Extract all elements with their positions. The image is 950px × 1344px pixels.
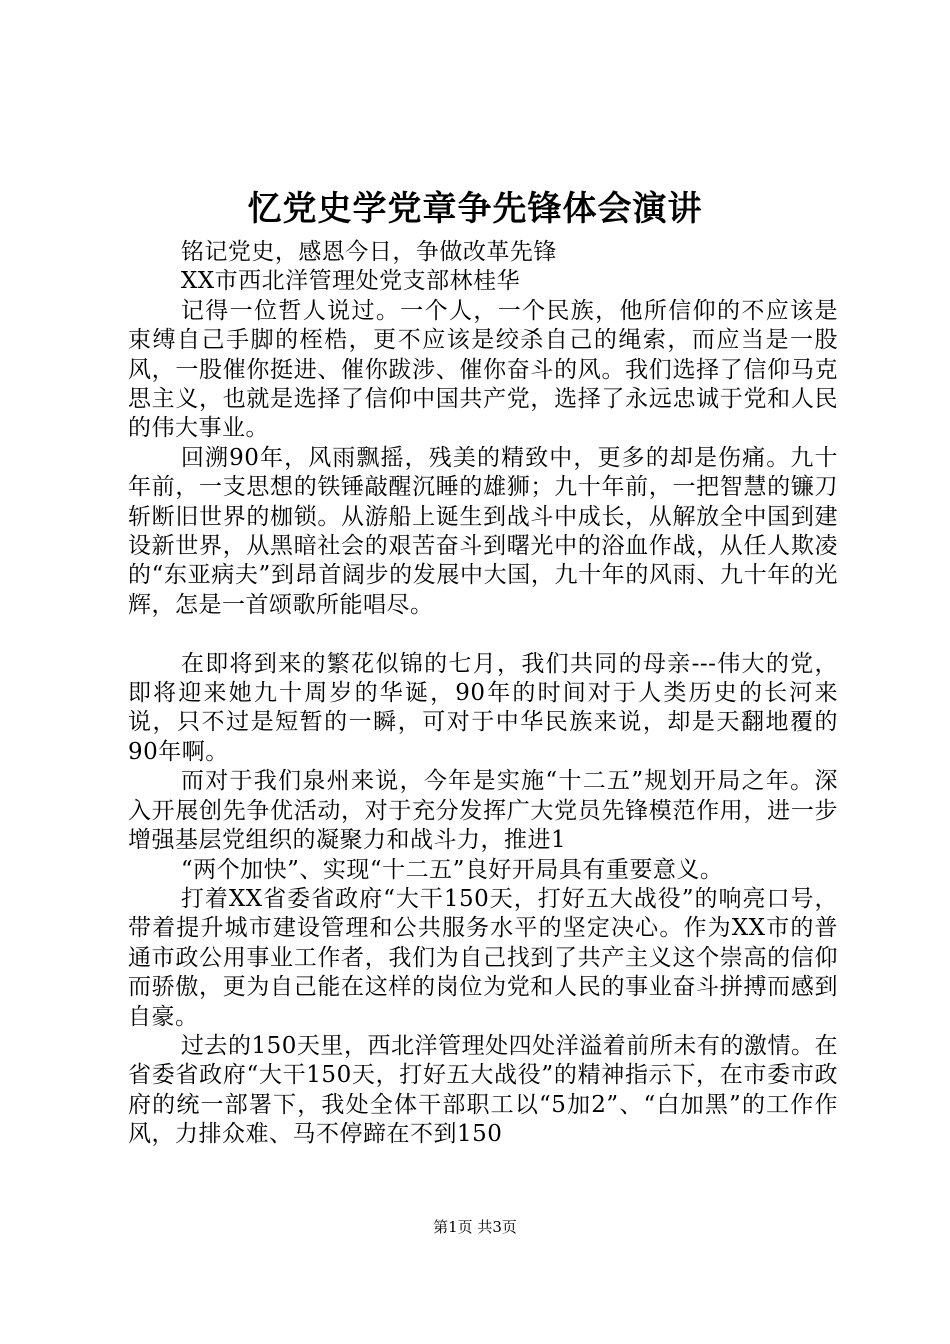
author-line: XX市西北洋管理处党支部林桂华 <box>180 268 521 295</box>
body-paragraph: 回溯90年，风雨飘摇，残美的精致中，更多的却是伤痛。九十年前，一支思想的铁锤敲醒沉睡的雄狮；九十年前，一把智慧的镰刀斩断旧世界的枷锁。从游船上诞生到战斗中成长，从解放全中国到建设新世界，从黑暗社会的艰苦奋斗到曙光中的浴血作战，从任人欺凌的“东亚病夫”到昂首阔步的发展中大国，九十年的风雨、九十年的光辉，怎是一首颂歌所能唱尽。 <box>128 444 838 618</box>
blank-line <box>128 620 838 649</box>
body-paragraph: 打着XX省委省政府“大干150天，打好五大战役”的响亮口号，带着提升城市建设管理和公共服务水平的坚定决心。作为XX市的普通市政公用事业工作者，我们为自己找到了共产主义这个崇高的信仰而骄傲，更为自己能在这样的岗位为党和人民的事业奋斗拼搏而感到自豪。 <box>128 885 838 1030</box>
subtitle-paragraph: 铭记党史，感恩今日，争做改革先锋 <box>180 239 557 265</box>
document-body <box>128 238 838 1150</box>
body-paragraph: 在即将到来的繁花似锦的七月，我们共同的母亲---伟大的党，即将迎来她九十周岁的华诞，90年的时间对于人类历史的长河来说，只不过是短暂的一瞬，可对于中华民族来说，却是天翻地覆的90年啊。 <box>128 650 838 765</box>
body-paragraph: 记得一位哲人说过。一个人，一个民族，他所信仰的不应该是束缚自己手脚的桎梏，更不应该是绞杀自己的绳索，而应当是一股风，一股催你挺进、催你跋涉、催你奋斗的风。我们选择了信仰马克思主义，也就是选择了信仰中国共产党，选择了永远忠诚于党和人民的伟大事业。 <box>128 297 838 442</box>
page-footer: 第1页 共3页 <box>433 1218 517 1236</box>
body-paragraph: “两个加快”、实现“十二五”良好开局具有重要意义。 <box>180 856 724 883</box>
body-paragraph: 而对于我们泉州来说，今年是实施“十二五”规划开局之年。深入开展创先争优活动，对于充分发挥广大党员先锋模范作用，进一步增强基层党组织的凝聚力和战斗力，推进1 <box>128 768 838 854</box>
document-title: 忆党史学党章争先锋体会演讲 <box>247 189 703 229</box>
body-paragraph: 过去的150天里，西北洋管理处四处洋溢着前所未有的激情。在省委省政府“大干150天，打好五大战役”的精神指示下，在市委市政府的统一部署下，我处全体干部职工以“5加2”、“白加黑”的工作作风，力排众难、马不停蹄在不到150 <box>128 1032 838 1148</box>
